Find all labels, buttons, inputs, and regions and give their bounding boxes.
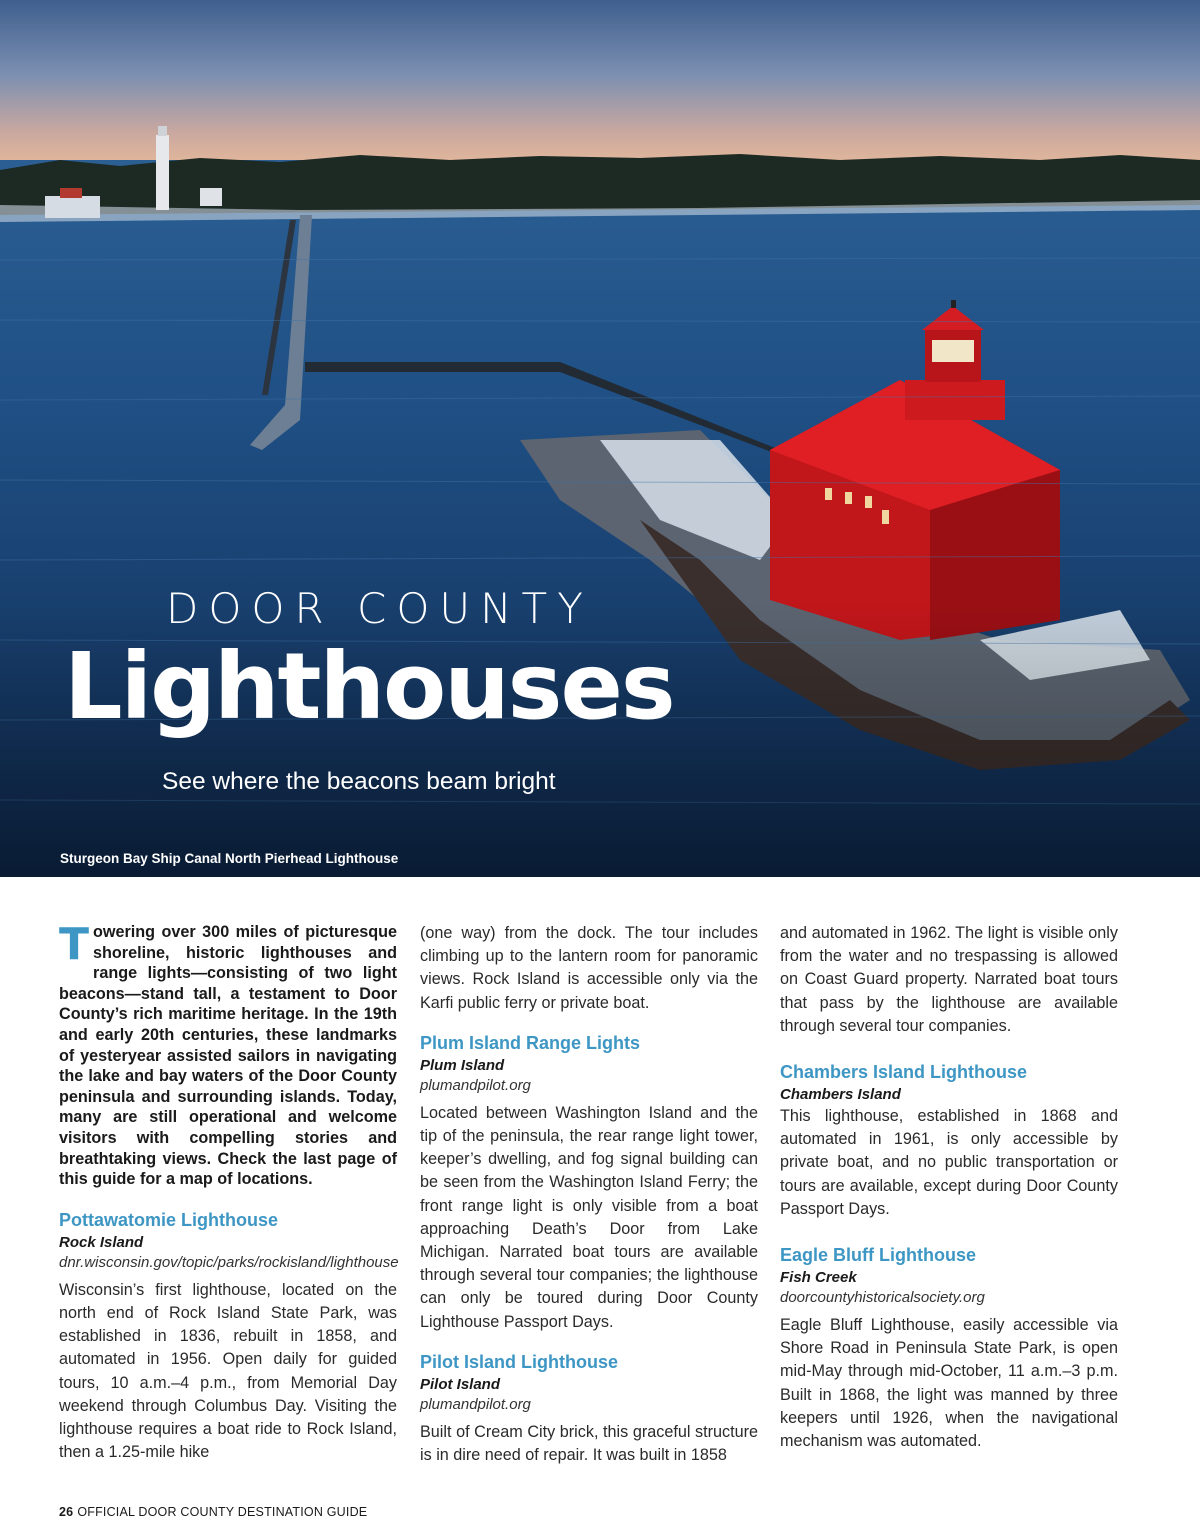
section-title-pottawatomie: Pottawatomie Lighthouse xyxy=(59,1209,279,1230)
section-body-eagle: Eagle Bluff Lighthouse, easily accessible via Shore Road in Peninsula State Park, is open mid-May through mid-October, 11 a.m.–3 p.m. Built in 1868, the light was manned by three keepers until 1926, when the navigational mechanism was automated. xyxy=(780,1316,1118,1451)
drop-cap: T xyxy=(59,919,90,970)
photo-caption: Sturgeon Bay Ship Canal North Pierhead Lighthouse xyxy=(60,851,399,866)
section-place-pottawatomie: Rock Island xyxy=(59,1233,144,1251)
section-body-pilot: Built of Cream City brick, this graceful structure is in dire need of repair. It was built in 1858 xyxy=(420,1422,758,1465)
intro-text: owering over 300 miles of picturesque shoreline, historic lighthouses and range lights—consisting of two light beacons—stand tall, a testament to Door County’s rich maritime heritage. In the 19th and early 20th centuries, these landmarks of yesteryear assisted sailors in navigating the lake and bay waters of the Door County peninsula and surrounding islands. Today, many are still operational and welcome visitors with compelling stories and breathtaking views. Check the last page of this guide for a map of locations. xyxy=(59,923,397,1189)
section-body-pottawatomie: Wisconsin’s first lighthouse, located on the north end of Rock Island State Park, was established in 1836, rebuilt in 1858, and automated in 1956. Open daily for guided tours, 10 a.m.–4 p.m., from Memorial Day weekend through Columbus Day. Visiting the lighthouse requires a boat ride to Rock Island, then a 1.25-mile hike xyxy=(59,1280,397,1462)
section-body-pilot-continued: and automated in 1962. The light is visible only from the water and no trespassing is allowed on Coast Guard property. Narrated boat tours that pass by the lighthouse are available through several tour companies. xyxy=(780,924,1118,1035)
section-body-plum: Located between Washington Island and the tip of the peninsula, the rear range light tower, keeper’s dwelling, and fog signal building can be seen from the Washington Island Ferry; the front range light is only visible from a boat approaching Death’s Door from Lake Michigan. Narrated boat tours are available through several tour companies; the lighthouse can only be toured during Door County Lighthouse Passport Days. xyxy=(420,1103,758,1331)
section-place-pilot: Pilot Island xyxy=(420,1375,501,1393)
section-title-pilot: Pilot Island Lighthouse xyxy=(420,1351,618,1372)
intro-paragraph xyxy=(59,919,397,1190)
section-url-eagle[interactable]: doorcountyhistoricalsociety.org xyxy=(780,1289,985,1307)
page-footer xyxy=(59,1505,367,1519)
column-3 xyxy=(780,922,1118,1453)
page-number: 26 xyxy=(59,1505,74,1519)
hero-kicker: DOOR COUNTY xyxy=(166,584,593,633)
section-body-pottawatomie-continued: (one way) from the dock. The tour includes climbing up to the lantern room for panoramic views. Rock Island is accessible only via the Karfi public ferry or private boat. xyxy=(420,924,758,1012)
section-url-plum[interactable]: plumandpilot.org xyxy=(420,1076,531,1094)
section-url-pottawatomie[interactable]: dnr.wisconsin.gov/topic/parks/rockisland/lighthouse xyxy=(59,1253,399,1271)
section-title-plum: Plum Island Range Lights xyxy=(420,1032,641,1053)
page-title: Lighthouses xyxy=(64,633,674,740)
section-place-plum: Plum Island xyxy=(420,1056,505,1074)
section-url-pilot[interactable]: plumandpilot.org xyxy=(420,1395,531,1413)
publication-name: OFFICIAL DOOR COUNTY DESTINATION GUIDE xyxy=(77,1505,368,1519)
section-body-chambers: This lighthouse, established in 1868 and automated in 1961, is only accessible by private boat, and no public transportation or tours are available, except during Door County Passport Days. xyxy=(780,1107,1118,1218)
column-2 xyxy=(420,922,758,1467)
column-1 xyxy=(59,919,399,1464)
section-title-chambers: Chambers Island Lighthouse xyxy=(780,1062,1028,1083)
hero-subtitle: See where the beacons beam bright xyxy=(162,768,556,795)
section-place-chambers: Chambers Island xyxy=(780,1086,901,1104)
section-place-eagle: Fish Creek xyxy=(780,1269,857,1287)
section-title-eagle: Eagle Bluff Lighthouse xyxy=(780,1245,976,1266)
